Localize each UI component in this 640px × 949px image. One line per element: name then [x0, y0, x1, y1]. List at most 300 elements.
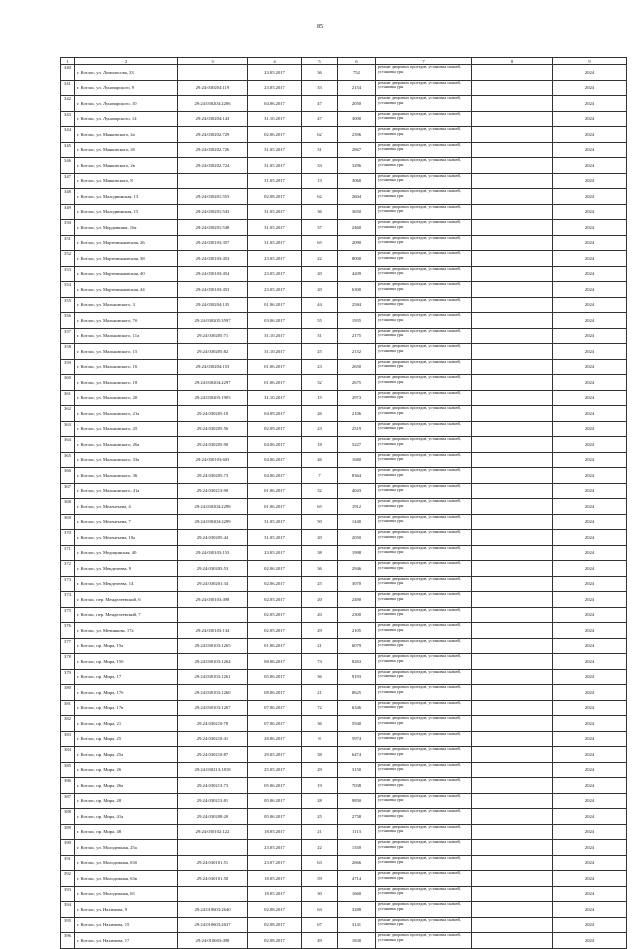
note-cell [472, 204, 553, 220]
row-number: 363 [61, 421, 75, 437]
area-cell: 1113 [338, 824, 376, 840]
table-row [61, 344, 627, 360]
year-cell: 2024 [553, 297, 627, 313]
table-row [61, 840, 627, 856]
cadastral-number-cell: 29:24:030213:1818 [178, 762, 248, 778]
value-cell: 33 [302, 158, 338, 174]
date-cell: 05.06.2017 [248, 669, 302, 685]
note-cell [472, 654, 553, 670]
cadastral-number-cell: 29:24:030204:119 [178, 80, 248, 96]
date-cell: 28.06.2017 [248, 731, 302, 747]
row-number: 368 [61, 499, 75, 515]
note-cell [472, 747, 553, 763]
works-cell: ремонт дворовых проездов, установка скамей, установка урн [376, 592, 472, 608]
works-cell: ремонт дворовых проездов, установка скамей, установка урн [376, 917, 472, 933]
cadastral-number-cell: 29:24:030103:1265 [178, 638, 248, 654]
note-cell [472, 514, 553, 530]
cadastral-number-cell [178, 886, 248, 902]
value-cell: 36 [302, 204, 338, 220]
col-header-5: 5 [302, 58, 338, 65]
row-number: 390 [61, 840, 75, 856]
row-number: 364 [61, 437, 75, 453]
works-cell: ремонт дворовых проездов, установка скамей, установка урн [376, 561, 472, 577]
works-cell: ремонт дворовых проездов, установка скамей, установка урн [376, 111, 472, 127]
table-row [61, 80, 627, 96]
value-cell: 36 [302, 65, 338, 81]
area-cell: 8000 [338, 251, 376, 267]
cadastral-number-cell: 29:24:030201:548 [178, 220, 248, 236]
year-cell: 2024 [553, 669, 627, 685]
works-cell: ремонт дворовых проездов, установка скамей, установка урн [376, 499, 472, 515]
works-cell: ремонт дворовых проездов, установка скамей, установка урн [376, 421, 472, 437]
value-cell: 47 [302, 111, 338, 127]
address-cell: г. Котлас, пр. Мира, 41а [75, 809, 178, 825]
area-cell: 2666 [338, 855, 376, 871]
address-cell: г. Котлас, ул. Молодежная, 63б [75, 855, 178, 871]
address-cell: г. Котлас, ул. Луначарского, 10 [75, 96, 178, 112]
year-cell: 2024 [553, 406, 627, 422]
area-cell: 3060 [338, 173, 376, 189]
cadastral-number-cell: 29:24:030101:50 [178, 871, 248, 887]
year-cell: 2024 [553, 623, 627, 639]
date-cell: 31.05.2017 [248, 173, 302, 189]
date-cell: 18.05.2017 [248, 871, 302, 887]
note-cell [472, 933, 553, 949]
area-cell: 3288 [338, 902, 376, 918]
cadastral-number-cell [178, 840, 248, 856]
address-cell: г. Котлас, ул. Мальковского, 33а [75, 452, 178, 468]
cadastral-number-cell: 29:24:030210:41 [178, 731, 248, 747]
table-row [61, 778, 627, 794]
area-cell: 1830 [338, 933, 376, 949]
value-cell: 20 [302, 592, 338, 608]
value-cell: 29 [302, 762, 338, 778]
works-cell: ремонт дворовых проездов, установка скамей, установка урн [376, 142, 472, 158]
cadastral-number-cell: 29:24:030103:454 [178, 266, 248, 282]
note-cell [472, 483, 553, 499]
value-cell: 25 [302, 809, 338, 825]
year-cell: 2024 [553, 747, 627, 763]
cadastral-number-cell: 29:24:030202:724 [178, 158, 248, 174]
table-row [61, 871, 627, 887]
table-row [61, 452, 627, 468]
area-cell: 2584 [338, 297, 376, 313]
works-cell: ремонт дворовых проездов, установка скамей, установка урн [376, 747, 472, 763]
row-number: 378 [61, 654, 75, 670]
year-cell: 2024 [553, 282, 627, 298]
address-cell: г. Котлас, ул. Луначарского, 9 [75, 80, 178, 96]
address-cell: г. Котлас, ул. Мартемьяновская, 38 [75, 251, 178, 267]
date-cell: 01.06.2017 [248, 359, 302, 375]
address-cell: г. Котлас, ул. Мечникова, 17а [75, 623, 178, 639]
note-cell [472, 80, 553, 96]
address-cell: г. Котлас, ул. Нахимова, 15 [75, 917, 178, 933]
table-row [61, 933, 627, 949]
address-cell: г. Котлас, ул. Медицинская, 40 [75, 545, 178, 561]
table-row [61, 158, 627, 174]
area-cell: 6079 [338, 638, 376, 654]
cadastral-number-cell: 29:24:030205:3597 [178, 313, 248, 329]
works-cell: ремонт дворовых проездов, установка скамей, установка урн [376, 65, 472, 81]
year-cell: 2024 [553, 96, 627, 112]
date-cell: 02.08.2017 [248, 902, 302, 918]
note-cell [472, 158, 553, 174]
cadastral-number-cell: 29:24:030213:81 [178, 793, 248, 809]
works-cell: ремонт дворовых проездов, установка скамей, установка урн [376, 840, 472, 856]
area-cell: 2519 [338, 421, 376, 437]
value-cell: 20 [302, 530, 338, 546]
works-cell: ремонт дворовых проездов, установка скамей, установка урн [376, 793, 472, 809]
value-cell: 63 [302, 902, 338, 918]
area-cell: 2050 [338, 96, 376, 112]
value-cell: 59 [302, 871, 338, 887]
works-cell: ремонт дворовых проездов, установка скамей, установка урн [376, 483, 472, 499]
row-number: 394 [61, 902, 75, 918]
year-cell: 2024 [553, 530, 627, 546]
table-row [61, 375, 627, 391]
cadastral-number-cell: 29:24:030204:2299 [178, 514, 248, 530]
area-cell: 2604 [338, 189, 376, 205]
area-cell: 2090 [338, 235, 376, 251]
note-cell [472, 623, 553, 639]
date-cell: 31.05.2017 [248, 142, 302, 158]
note-cell [472, 344, 553, 360]
date-cell: 02.09.2017 [248, 421, 302, 437]
date-cell: 02.05.2017 [248, 592, 302, 608]
area-cell: 7038 [338, 778, 376, 794]
table-row [61, 747, 627, 763]
value-cell: 21 [302, 685, 338, 701]
date-cell: 18.05.2017 [248, 886, 302, 902]
works-cell: ремонт дворовых проездов, установка скамей, установка урн [376, 685, 472, 701]
area-cell: 3070 [338, 576, 376, 592]
year-cell: 2024 [553, 452, 627, 468]
address-cell: г. Котлас, ул. Маяковского, 2б [75, 142, 178, 158]
cadastral-number-cell: 29:24:030205:44 [178, 530, 248, 546]
works-cell: ремонт дворовых проездов, установка скамей, установка урн [376, 127, 472, 143]
area-cell: 2973 [338, 390, 376, 406]
works-cell: ремонт дворовых проездов, установка скамей, установка урн [376, 530, 472, 546]
table-row [61, 793, 627, 809]
col-header-7: 7 [376, 58, 472, 65]
works-cell: ремонт дворовых проездов, установка скамей, установка урн [376, 762, 472, 778]
cadastral-number-cell: 29:24:010603:2640 [178, 902, 248, 918]
address-cell: г. Котлас, пр. Мира, 17в [75, 700, 178, 716]
works-cell: ремонт дворовых проездов, установка скамей, установка урн [376, 266, 472, 282]
row-number: 359 [61, 359, 75, 375]
address-cell: г. Котлас, ул. Ломоносова, 33 [75, 65, 178, 81]
value-cell: 21 [302, 638, 338, 654]
address-cell: г. Котлас, ул. Нахимова, 17 [75, 933, 178, 949]
cadastral-number-cell: 29:24:030205:73 [178, 468, 248, 484]
cadastral-number-cell: 29:24:030213:90 [178, 483, 248, 499]
area-cell: 1955 [338, 313, 376, 329]
date-cell: 01.06.2017 [248, 375, 302, 391]
address-cell: г. Котлас, ул. Нахимова, 9 [75, 902, 178, 918]
note-cell [472, 855, 553, 871]
address-cell: г. Котлас, пр. Мира, 17 [75, 669, 178, 685]
year-cell: 2024 [553, 762, 627, 778]
works-cell: ремонт дворовых проездов, установка скамей, установка урн [376, 716, 472, 732]
cadastral-number-cell: 29:24:030205:82 [178, 344, 248, 360]
address-cell: г. Котлас, ул. Маяковского, 2а [75, 127, 178, 143]
date-cell: 08.06.2017 [248, 685, 302, 701]
address-cell: г. Котлас, пр. Мира, 48 [75, 824, 178, 840]
date-cell: 05.06.2017 [248, 778, 302, 794]
cadastral-number-cell: 29:24:030103:357 [178, 235, 248, 251]
area-cell: 1680 [338, 452, 376, 468]
works-cell: ремонт дворовых проездов, установка скамей, установка урн [376, 437, 472, 453]
cadastral-number-cell: 29:24:030204:153 [178, 359, 248, 375]
table-row [61, 561, 627, 577]
table-row [61, 902, 627, 918]
address-cell: г. Котлас, пр. Мира, 25а [75, 747, 178, 763]
table-row [61, 669, 627, 685]
address-cell: г. Котлас, ул. Мальковского, 18 [75, 375, 178, 391]
value-cell: 36 [302, 561, 338, 577]
area-cell: 1660 [338, 886, 376, 902]
date-cell: 02.06.2017 [248, 561, 302, 577]
works-cell: ремонт дворовых проездов, установка скамей, установка урн [376, 607, 472, 623]
note-cell [472, 235, 553, 251]
row-number: 360 [61, 375, 75, 391]
year-cell: 2024 [553, 142, 627, 158]
year-cell: 2024 [553, 359, 627, 375]
works-cell: ремонт дворовых проездов, установка скамей, установка урн [376, 902, 472, 918]
cadastral-number-cell: 29:24:030103:1267 [178, 700, 248, 716]
row-number: 341 [61, 80, 75, 96]
year-cell: 2024 [553, 886, 627, 902]
address-cell: г. Котлас, ул. Молодежная, 63в [75, 871, 178, 887]
date-cell: 23.05.2017 [248, 840, 302, 856]
address-cell: г. Котлас, ул. Мартемьяновская, 26 [75, 235, 178, 251]
row-number: 392 [61, 871, 75, 887]
address-cell: г. Котлас, пр. Мира, 17б [75, 685, 178, 701]
date-cell: 31.10.2017 [248, 344, 302, 360]
address-cell: г. Котлас, ул. Мартемьяновская, 44 [75, 282, 178, 298]
address-cell: г. Котлас, ул. Мальковского, 25 [75, 421, 178, 437]
note-cell [472, 809, 553, 825]
area-cell: 1912 [338, 499, 376, 515]
cadastral-number-cell: 29:24:030205:90 [178, 437, 248, 453]
cadastral-number-cell: 29:24:030103:603 [178, 452, 248, 468]
works-cell: ремонт дворовых проездов, установка скамей, установка урн [376, 96, 472, 112]
cadastral-number-cell: 29:24:030103:498 [178, 592, 248, 608]
date-cell: 02.08.2017 [248, 917, 302, 933]
value-cell: 25 [302, 344, 338, 360]
cadastral-number-cell: 29:24:030103:453 [178, 282, 248, 298]
date-cell: 03.06.2017 [248, 313, 302, 329]
row-number: 367 [61, 483, 75, 499]
value-cell: 29 [302, 623, 338, 639]
row-number: 355 [61, 297, 75, 313]
date-cell: 02.08.2017 [248, 189, 302, 205]
date-cell: 23.05.2017 [248, 266, 302, 282]
address-cell: г. Котлас, ул. Молодежная, 25а [75, 840, 178, 856]
value-cell: 23 [302, 359, 338, 375]
year-cell: 2024 [553, 499, 627, 515]
table-row [61, 468, 627, 484]
address-cell: г. Котлас, ул. Мелентьева, 4 [75, 499, 178, 515]
row-number: 396 [61, 933, 75, 949]
year-cell: 2024 [553, 871, 627, 887]
table-row [61, 297, 627, 313]
works-cell: ремонт дворовых проездов, установка скамей, установка урн [376, 390, 472, 406]
cadastral-number-cell [178, 65, 248, 81]
address-cell: г. Котлас, ул. Мартемьяновская, 40 [75, 266, 178, 282]
note-cell [472, 592, 553, 608]
row-number: 376 [61, 623, 75, 639]
table-row [61, 623, 627, 639]
area-cell: 4714 [338, 871, 376, 887]
address-cell: г. Котлас, пр. Мира, 21 [75, 716, 178, 732]
date-cell: 31.05.2017 [248, 158, 302, 174]
col-header-8: 8 [472, 58, 553, 65]
cadastral-number-cell: 29:24:030103:1260 [178, 685, 248, 701]
table-row [61, 638, 627, 654]
cadastral-number-cell: 29:24:030205:56 [178, 421, 248, 437]
area-cell: 1440 [338, 514, 376, 530]
value-cell: 55 [302, 313, 338, 329]
row-number: 346 [61, 158, 75, 174]
address-cell: г. Котлас, ул. Мальковского, 15 [75, 344, 178, 360]
address-cell: г. Котлас, ул. Мальковского, 36 [75, 468, 178, 484]
table-row [61, 437, 627, 453]
value-cell: 65 [302, 235, 338, 251]
area-cell: 2867 [338, 142, 376, 158]
column-number-row [61, 58, 627, 65]
works-cell: ремонт дворовых проездов, установка скамей, установка урн [376, 359, 472, 375]
note-cell [472, 266, 553, 282]
row-number: 385 [61, 762, 75, 778]
year-cell: 2024 [553, 933, 627, 949]
cadastral-number-cell: 29:24:010603:2637 [178, 917, 248, 933]
works-cell: ремонт дворовых проездов, установка скамей, установка урн [376, 871, 472, 887]
area-cell: 6346 [338, 700, 376, 716]
area-cell: 4043 [338, 483, 376, 499]
table-body [61, 65, 627, 949]
table-row [61, 127, 627, 143]
value-cell: 46 [302, 452, 338, 468]
row-number: 349 [61, 204, 75, 220]
row-number: 388 [61, 809, 75, 825]
col-header-9: 9 [553, 58, 627, 65]
note-cell [472, 297, 553, 313]
year-cell: 2024 [553, 421, 627, 437]
row-number: 356 [61, 313, 75, 329]
cadastral-number-cell: 29:24:030204:2206 [178, 96, 248, 112]
area-cell: 8364 [338, 468, 376, 484]
note-cell [472, 468, 553, 484]
cadastral-number-cell [178, 173, 248, 189]
date-cell: 04.06.2017 [248, 468, 302, 484]
note-cell [472, 96, 553, 112]
table-row [61, 390, 627, 406]
cadastral-number-cell: 29:24:030102:122 [178, 824, 248, 840]
works-cell: ремонт дворовых проездов, установка скамей, установка урн [376, 468, 472, 484]
works-cell: ремонт дворовых проездов, установка скамей, установка урн [376, 220, 472, 236]
area-cell: 2946 [338, 561, 376, 577]
cadastral-number-cell: 29:24:030204:143 [178, 111, 248, 127]
note-cell [472, 359, 553, 375]
row-number: 340 [61, 65, 75, 81]
address-cell: г. Котлас, ул. Мальковского, 7б [75, 313, 178, 329]
row-number: 351 [61, 235, 75, 251]
cadastral-number-cell: 29:24:030103:1264 [178, 654, 248, 670]
works-cell: ремонт дворовых проездов, установка скамей, установка урн [376, 452, 472, 468]
row-number: 380 [61, 685, 75, 701]
row-number: 372 [61, 561, 75, 577]
cadastral-number-cell: 29:24:030103:453 [178, 251, 248, 267]
row-number: 386 [61, 778, 75, 794]
note-cell [472, 65, 553, 81]
year-cell: 2024 [553, 220, 627, 236]
note-cell [472, 328, 553, 344]
year-cell: 2024 [553, 514, 627, 530]
address-cell: г. Котлас, ул. Молодежная, 65 [75, 886, 178, 902]
value-cell: 33 [302, 80, 338, 96]
note-cell [472, 173, 553, 189]
works-cell: ремонт дворовых проездов, установка скамей, установка урн [376, 933, 472, 949]
note-cell [472, 390, 553, 406]
cadastral-number-cell: 29:24:010603:498 [178, 933, 248, 949]
year-cell: 2024 [553, 607, 627, 623]
year-cell: 2024 [553, 468, 627, 484]
page-number: 85 [317, 24, 323, 30]
date-cell: 31.05.2017 [248, 530, 302, 546]
works-cell: ремонт дворовых проездов, установка скамей, установка урн [376, 80, 472, 96]
year-cell: 2024 [553, 545, 627, 561]
value-cell: 31 [302, 328, 338, 344]
address-cell: г. Котлас, ул. Маяковского, 2в [75, 158, 178, 174]
year-cell: 2024 [553, 189, 627, 205]
date-cell: 04.06.2017 [248, 437, 302, 453]
col-header-3: 3 [178, 58, 248, 65]
cadastral-number-cell: 29:24:030202:726 [178, 142, 248, 158]
area-cell: 3141 [338, 917, 376, 933]
date-cell: 05.06.2017 [248, 793, 302, 809]
row-number: 395 [61, 917, 75, 933]
area-cell: 1350 [338, 840, 376, 856]
col-header-6: 6 [338, 58, 376, 65]
row-number: 393 [61, 886, 75, 902]
note-cell [472, 313, 553, 329]
cadastral-number-cell: 29:24:030204:135 [178, 297, 248, 313]
table-row [61, 855, 627, 871]
cadastral-number-cell: 29:24:030201:543 [178, 204, 248, 220]
date-cell: 04.06.2017 [248, 452, 302, 468]
area-cell: 3150 [338, 762, 376, 778]
works-cell: ремонт дворовых проездов, установка скамей, установка урн [376, 576, 472, 592]
table-row [61, 189, 627, 205]
date-cell: 31.05.2017 [248, 204, 302, 220]
value-cell: 32 [302, 483, 338, 499]
table-row [61, 406, 627, 422]
address-cell: г. Котлас, ул. Мелентьева, 7 [75, 514, 178, 530]
address-cell: г. Котлас, ул. Мальковского, 41а [75, 483, 178, 499]
works-cell: ремонт дворовых проездов, установка скамей, установка урн [376, 251, 472, 267]
value-cell: 36 [302, 669, 338, 685]
works-cell: ремонт дворовых проездов, установка скамей, установка урн [376, 700, 472, 716]
note-cell [472, 111, 553, 127]
area-cell: 4209 [338, 266, 376, 282]
note-cell [472, 871, 553, 887]
address-cell: г. Котлас, ул. Мальковского, 11а [75, 328, 178, 344]
note-cell [472, 669, 553, 685]
table-row [61, 173, 627, 189]
date-cell: 02.06.2017 [248, 576, 302, 592]
note-cell [472, 251, 553, 267]
